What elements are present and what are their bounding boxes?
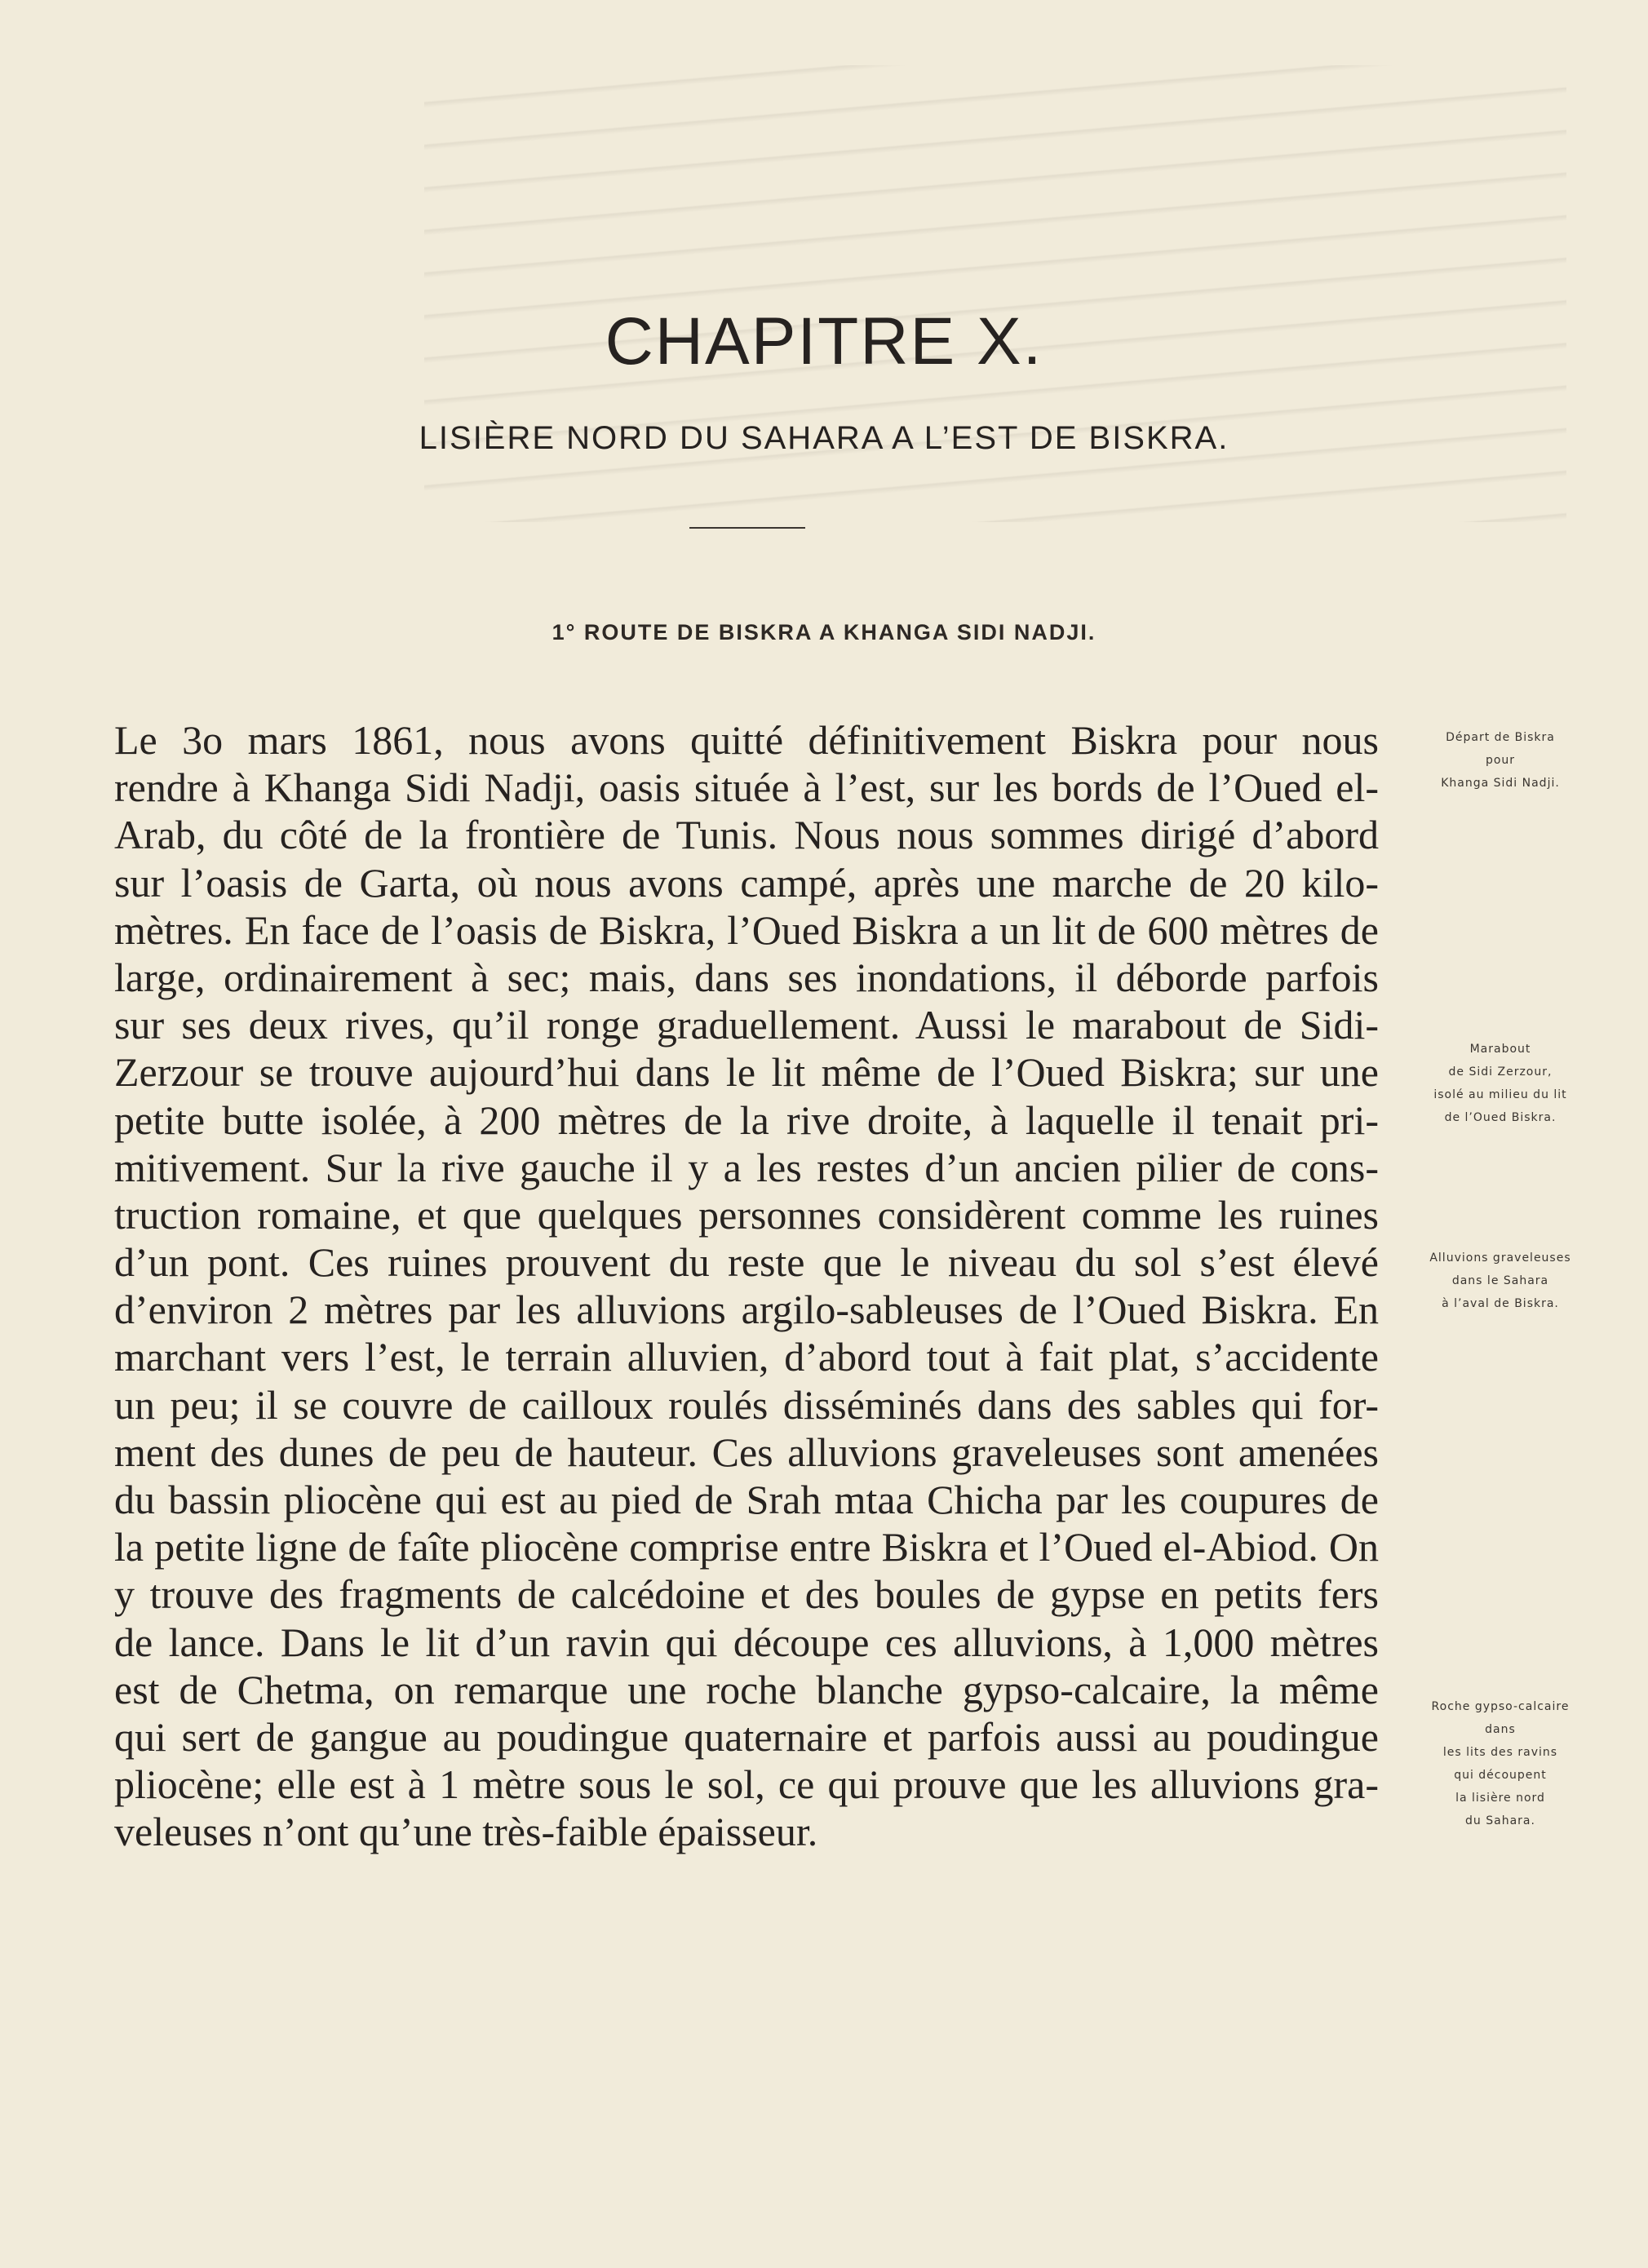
margin-note-line: de Sidi Zerzour,	[1448, 1065, 1553, 1079]
body-line: sur l’oasis de Garta, où nous avons campé, après une marche de 20 kilo-	[114, 859, 1379, 906]
margin-note-line: Alluvions graveleuses	[1429, 1251, 1571, 1265]
margin-note-line: Roche gypso-calcaire	[1431, 1700, 1570, 1713]
body-line: du bassin pliocène qui est au pied de Srah mtaa Chicha par les coupures de	[114, 1477, 1379, 1522]
body-line: la petite ligne de faîte pliocène comprise entre Biskra et l’Oued el-Abiod. On	[114, 1524, 1379, 1570]
section-heading: 1° ROUTE DE BISKRA A KHANGA SIDI NADJI.	[552, 620, 1096, 645]
body-line: un peu; il se couvre de cailloux roulés disséminés dans des sables qui for-	[114, 1381, 1379, 1428]
margin-note-line: dans	[1485, 1723, 1516, 1736]
margin-note-line: isolé au milieu du lit	[1433, 1088, 1567, 1101]
body-line: Arab, du côté de la frontière de Tunis. Nous nous sommes dirigé d’abord	[114, 812, 1379, 858]
body-line: qui sert de gangue au poudingue quaternaire et parfois aussi au poudingue	[114, 1713, 1379, 1760]
body-line: pliocène; elle est à 1 mètre sous le sol, ce qui prouve que les alluvions gra-	[114, 1761, 1379, 1808]
margin-note	[1390, 1695, 1610, 1832]
body-line: Le 3o mars 1861, nous avons quitté définitivement Biskra pour nous	[114, 717, 1379, 763]
margin-note-line: les lits des ravins	[1442, 1746, 1558, 1759]
body-line: marchant vers l’est, le terrain alluvien, d’abord tout à fait plat, s’accidente	[114, 1334, 1379, 1380]
section-divider	[689, 527, 805, 529]
body-line: sur ses deux rives, qu’il ronge graduellement. Aussi le marabout de Sidi-	[114, 1002, 1379, 1048]
body-line: veleuses n’ont qu’une très-faible épaisseur.	[114, 1809, 818, 1855]
body-line: est de Chetma, on remarque une roche blanche gypso-calcaire, la même	[114, 1666, 1379, 1712]
body-line: rendre à Khanga Sidi Nadji, oasis située à l’est, sur les bords de l’Oued el-	[114, 764, 1379, 811]
body-line: mitivement. Sur la rive gauche il y a les restes d’un ancien pilier de cons-	[114, 1144, 1379, 1190]
body-line: mètres. En face de l’oasis de Biskra, l’Oued Biskra a un lit de 600 mètres de	[114, 906, 1379, 953]
body-line: d’un pont. Ces ruines prouvent du reste que le niveau du sol s’est élevé	[114, 1239, 1379, 1286]
margin-note-line: Marabout	[1469, 1043, 1531, 1056]
margin-note-line: du Sahara.	[1465, 1814, 1535, 1827]
body-line: large, ordinairement à sec; mais, dans ses inondations, il déborde parfois	[114, 954, 1379, 1000]
body-paragraph	[114, 716, 1379, 1856]
margin-note	[1390, 726, 1610, 795]
margin-note-line: la lisière nord	[1455, 1792, 1545, 1805]
margin-note	[1390, 1038, 1610, 1129]
margin-note	[1390, 1247, 1610, 1315]
margin-note-line: de l’Oued Biskra.	[1444, 1111, 1557, 1124]
body-line: petite butte isolée, à 200 mètres de la rive droite, à laquelle il tenait pri-	[114, 1096, 1379, 1143]
body-line: truction romaine, et que quelques personnes considèrent comme les ruines	[114, 1191, 1379, 1238]
body-line: d’environ 2 mètres par les alluvions argilo-sableuses de l’Oued Biskra. En	[114, 1287, 1379, 1333]
margin-note-line: pour	[1485, 754, 1516, 767]
body-line: de lance. Dans le lit d’un ravin qui découpe ces alluvions, à 1,000 mètres	[114, 1619, 1379, 1665]
margin-note-line: qui découpent	[1454, 1769, 1547, 1782]
body-line: Zerzour se trouve aujourd’hui dans le lit même de l’Oued Biskra; sur une	[114, 1049, 1379, 1096]
chapter-title: CHAPITRE X.	[605, 304, 1043, 379]
chapter-subtitle: LISIÈRE NORD DU SAHARA A L’EST DE BISKRA.	[419, 420, 1229, 456]
margin-note-line: Départ de Biskra	[1446, 731, 1555, 744]
body-line: y trouve des fragments de calcédoine et des boules de gypse en petits fers	[114, 1571, 1379, 1618]
margin-note-line: dans le Sahara	[1451, 1274, 1549, 1287]
margin-note-line: à l’aval de Biskra.	[1442, 1297, 1559, 1310]
margin-note-line: Khanga Sidi Nadji.	[1441, 777, 1560, 790]
body-line: ment des dunes de peu de hauteur. Ces alluvions graveleuses sont amenées	[114, 1429, 1379, 1475]
